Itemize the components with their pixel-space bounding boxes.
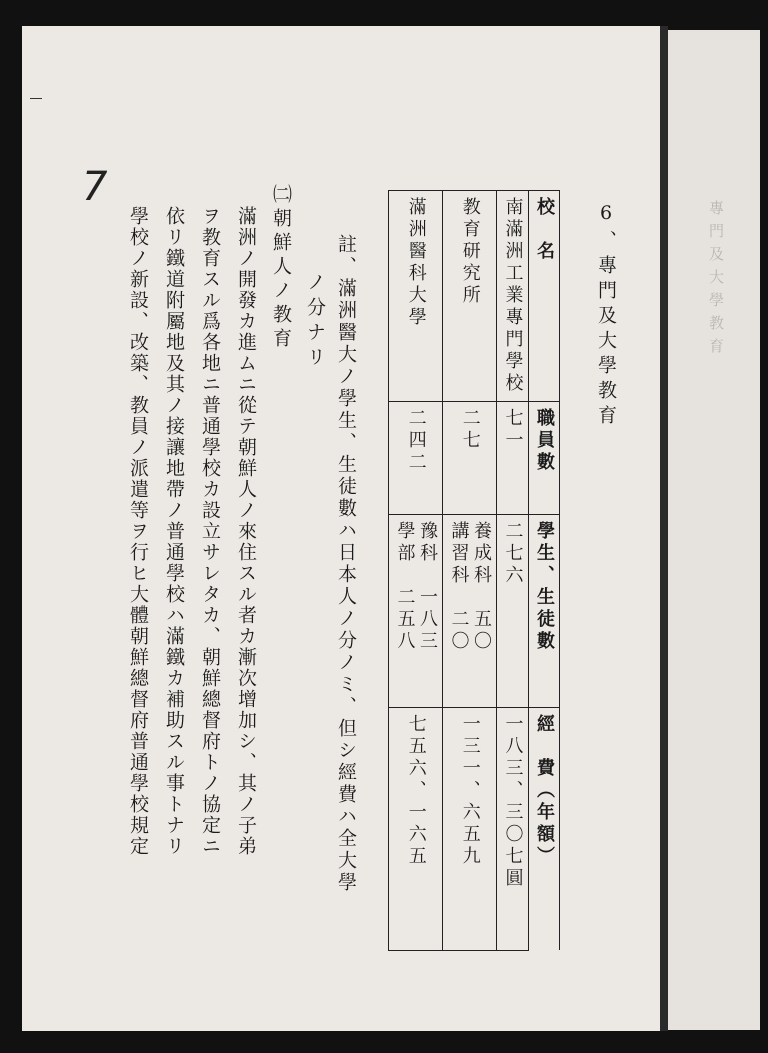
budget-value: 七五六、一六五 [405, 714, 427, 868]
header-students: 學生、生徒數 [534, 521, 555, 653]
facing-page-strip [668, 30, 760, 1030]
body-line: 學校ノ新設、改築、教員ノ派遣等ヲ行ヒ大體朝鮮總督府普通學校規定 [127, 206, 149, 857]
staff-count: 二四二 [405, 408, 427, 474]
header-staff: 職員數 [534, 408, 555, 474]
education-table [388, 190, 560, 951]
section-heading: 6、專門及大學教育 [595, 202, 617, 430]
bleed-through-text: 專門及大學教育 [707, 200, 725, 361]
student-count: 二七六 [502, 521, 524, 587]
staff-count: 七一 [502, 408, 524, 452]
table-row [389, 402, 560, 515]
section-title: ㈡朝鮮人ノ教育 [270, 184, 292, 352]
school-name: 教育研究所 [459, 197, 481, 307]
staff-count: 二七 [459, 408, 481, 452]
header-school-name: 校 名 [534, 197, 555, 263]
school-name: 滿洲醫科大學 [405, 197, 427, 329]
body-line: ヲ教育スル爲各地ニ普通學校カ設立サレタカ、朝鮮總督府トノ協定ニ [199, 206, 221, 857]
student-count: 養成科 五〇 講習科 二〇 [448, 521, 492, 653]
budget-value: 一八三、三〇七圓 [502, 714, 524, 890]
budget-value: 一三一、六五九 [459, 714, 481, 868]
school-name: 南滿洲工業專門學校 [502, 197, 524, 395]
table-row [389, 708, 560, 951]
note-line: 註、滿洲醫大ノ學生、生徒數ハ日本人ノ分ノミ、但シ經費ハ全大學 [335, 234, 357, 894]
table-row [389, 191, 560, 402]
margin-mark [30, 98, 42, 99]
page-gutter [660, 26, 668, 1031]
header-budget: 經 費（年額） [534, 714, 555, 868]
table-row [389, 515, 560, 708]
body-line: 滿洲ノ開發カ進ムニ從テ朝鮮人ノ來住スル者カ漸次增加シ、其ノ子弟 [235, 206, 257, 857]
body-line: 依リ鐵道附屬地及其ノ接讓地帶ノ普通學校ハ滿鐵カ補助スル事トナリ [163, 206, 185, 857]
page-number: 7 [82, 164, 108, 210]
note-line: ノ分ナリ [304, 272, 326, 372]
student-count: 豫科 一八三 學部 二五八 [394, 521, 438, 653]
